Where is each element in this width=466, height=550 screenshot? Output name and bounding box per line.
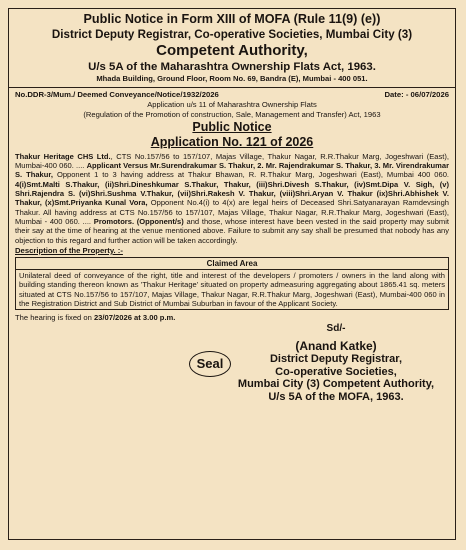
signatory xyxy=(211,323,461,403)
promotors-label: Promotors. (Opponent/s) xyxy=(93,216,184,226)
application-number: Application No. 121 of 2026 xyxy=(150,134,314,149)
legal-heirs-text: Opponent No.4(i) to 4(x) are legal heirs of Deceased Shri.Satyanarayan Ramdevsingh Thakur. All having address at CTS No.157/56 to 157/107, Majas Village, Thakur Nagar, R.R.Thakur Marg, Jogeshwari (East), Mumbai - 400 060. .... xyxy=(15,198,449,226)
act-line: U/s 5A of the Maharashtra Ownership Flats Act, 1963. xyxy=(88,60,376,73)
application-section: Application u/s 11 of Maharashtra Ownership Flats xyxy=(147,99,317,109)
signatory-title-4: U/s 5A of the MOFA, 1963. xyxy=(268,390,404,403)
signatory-title-3: Mumbai City (3) Competent Authority, xyxy=(237,378,435,391)
opponents-address: Opponent 1 to 3 having address at Thakur Bhawan, R. R.Thakur Marg, Jogeshwari (East), Mumbai 400 060. xyxy=(52,170,449,180)
signature-block xyxy=(15,323,449,435)
office-address: Mhada Building, Ground Floor, Room No. 69, Bandra (E), Mumbai - 400 051. xyxy=(96,73,368,83)
hearing-datetime: 23/07/2026 at 3.00 p.m. xyxy=(93,313,176,323)
reference-row xyxy=(15,90,449,100)
hearing-prefix: The hearing is fixed on xyxy=(15,313,94,323)
claimed-area-box xyxy=(15,257,449,310)
seal-stamp: Seal xyxy=(189,351,231,377)
reference-number: No.DDR-3/Mum./ Deemed Conveyance/Notice/1932/2026 xyxy=(15,89,219,99)
signatory-title-2: Co-operative Societies, xyxy=(275,365,397,378)
notice-date: Date: - 06/07/2026 xyxy=(384,89,449,99)
act-full-title: (Regulation of the Promotion of construction, Sale, Management and Transfer) Act, 1963 xyxy=(83,109,381,119)
public-notice xyxy=(8,8,456,540)
opponents-1-3: Applicant Versus Mr.Surendrakumar S. Thakur, 2. Mr. Rajendrakumar S. Thakur, 3. Mr. Virendrakumar S. Thakur, xyxy=(15,160,450,180)
signatory-name: (Anand Katke) xyxy=(295,339,377,354)
hearing-line xyxy=(15,313,449,323)
hearing-instructions: and those, whose interest have been vested in the said property may submit their say at the time of hearing at the venue mentioned above. Failure to submit any say shall be presumed that nobody has any objection to this regard and further action will be taken accordingly. xyxy=(15,216,449,245)
claimed-area-text: Unilateral deed of conveyance of the right, title and interest of the developers / promoters / owners in the land along with building standing thereon known as 'Thakur Heritage' situated on property admeasuring aggregating about 1865.41 sq. meters situated at CTS No.157/56 to 157/107, Majas Village, Thakur Nagar, R.R.Thakur Marg, Jogeshwari (East), Mumbai-400 060 in the Registration District and Sub District of Mumbai Suburban in favour of the Applicant Society. xyxy=(19,270,445,308)
description-label: Description of the Property. :- xyxy=(15,245,123,255)
divider xyxy=(9,87,455,88)
notice-title: Public Notice in Form XIII of MOFA (Rule 11(9) (e)) xyxy=(83,12,381,26)
applicant-address: , CTS No.157/56 to 157/107, Majas Village, Thakur Nagar, R.R.Thakur Marg, Jogeshwari (East), Mumbai-400 060. .... xyxy=(15,151,449,170)
public-notice-heading: Public Notice xyxy=(192,119,272,134)
signatory-title-1: District Deputy Registrar, xyxy=(269,353,403,366)
opponents-4: 4(i)Smt.Malti S.Thakur, (ii)Shri.Dineshkumar S.Thakur, Thakur, (iii)Shri.Divesh S.Thakur, (iv)Smt.Dipa V. Sigh, (v) Shri.Rajendra S. (vi)Shri.Sushma V.Thakur, (vii)Shri.Rakesh V. Thakur, (viii)Shri.Aryan V. Thakur (ix)Shri.Abhishek V. Thakur, (x)Smt.Priyanka Kunal Vora, xyxy=(15,179,449,208)
notice-body xyxy=(15,152,449,245)
claimed-area-title: Claimed Area xyxy=(16,258,448,270)
authority-line: District Deputy Registrar, Co-operative Societies, Mumbai City (3) xyxy=(51,27,413,41)
competent-authority: Competent Authority, xyxy=(156,41,308,59)
signed-mark: Sd/- xyxy=(326,323,346,335)
applicant-name: Thakur Heritage CHS Ltd. xyxy=(15,151,111,161)
